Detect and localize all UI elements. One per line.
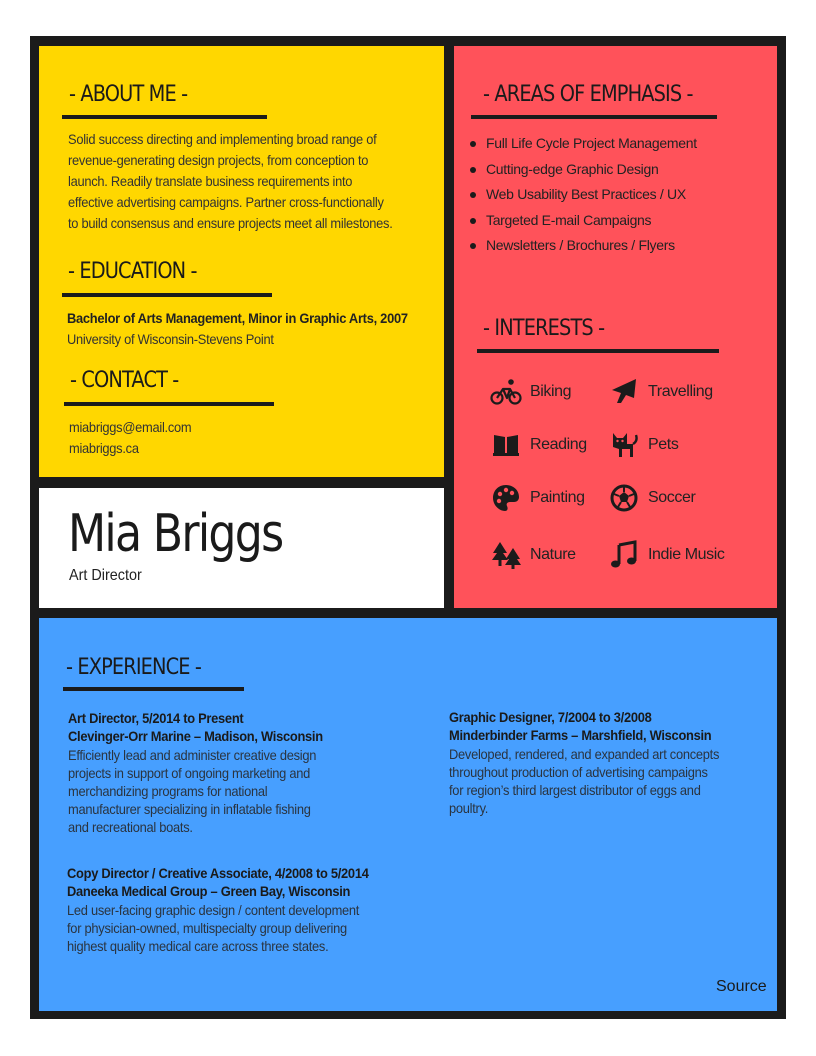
list-item: Newsletters / Brochures / Flyers (470, 233, 697, 259)
job-line: for physician-owned, multispecialty group delivering (67, 920, 347, 936)
airplane-icon (608, 376, 640, 408)
job-line: Led user-facing graphic design / content development (67, 902, 360, 918)
job-line: for region’s third largest distributor of eggs and (449, 782, 701, 798)
soccer-ball-icon (608, 482, 640, 514)
contact-heading: - CONTACT - (70, 368, 179, 393)
list-item: Cutting-edge Graphic Design (470, 157, 697, 183)
job-line: Efficiently lead and administer creative design (68, 747, 317, 763)
experience-rule (63, 687, 244, 691)
about-heading: - ABOUT ME - (69, 82, 188, 107)
about-rule (62, 115, 267, 119)
job-company: Daneeka Medical Group – Green Bay, Wisconsin (67, 883, 351, 899)
education-degree: Bachelor of Arts Management, Minor in Graphic Arts, 2007 (67, 310, 408, 326)
interest-label: Travelling (648, 383, 713, 400)
interest-biking (490, 376, 571, 408)
interest-label: Indie Music (648, 546, 725, 563)
job-line: poultry. (449, 800, 489, 816)
interest-travelling (608, 376, 713, 408)
education-school: University of Wisconsin-Stevens Point (67, 331, 274, 347)
job-line: and recreational boats. (68, 819, 193, 835)
interest-nature (490, 539, 576, 571)
interest-label: Pets (648, 436, 679, 453)
job-line: manufacturer specializing in inflatable fishing (68, 801, 311, 817)
list-item: Full Life Cycle Project Management (470, 131, 697, 157)
job-title: Art Director, 5/2014 to Present (68, 710, 244, 726)
job-title: Copy Director / Creative Associate, 4/2008 to 5/2014 (67, 865, 369, 881)
job-company: Minderbinder Farms – Marshfield, Wisconsin (449, 727, 712, 743)
list-item: Web Usability Best Practices / UX (470, 182, 697, 208)
job-line: merchandizing programs for national (68, 783, 268, 799)
interest-reading (490, 429, 587, 461)
education-heading: - EDUCATION - (68, 259, 197, 284)
interest-label: Biking (530, 383, 572, 400)
profile-name: Mia Briggs (68, 504, 283, 564)
contact-rule (64, 402, 274, 406)
cat-icon (608, 429, 640, 461)
about-line: effective advertising campaigns. Partner cross-functionally (68, 194, 384, 210)
emphasis-heading: - AREAS OF EMPHASIS - (483, 82, 693, 107)
interest-label: Painting (530, 489, 585, 506)
profile-role: Art Director (69, 567, 142, 584)
interest-label: Nature (530, 546, 576, 563)
interest-painting (490, 482, 585, 514)
interests-heading: - INTERESTS - (483, 316, 605, 341)
contact-website[interactable]: miabriggs.ca (69, 440, 139, 456)
about-line: revenue-generating design projects, from conception to (68, 152, 369, 168)
job-line: throughout production of advertising campaigns (449, 764, 708, 780)
interest-label: Soccer (648, 489, 696, 506)
interests-rule (477, 349, 719, 353)
education-rule (62, 293, 272, 297)
trees-icon (490, 539, 522, 571)
about-line: Solid success directing and implementing broad range of (68, 131, 377, 147)
job-title: Graphic Designer, 7/2004 to 3/2008 (449, 709, 652, 725)
emphasis-rule (471, 115, 717, 119)
source-link[interactable]: Source (716, 978, 767, 995)
about-line: to build consensus and ensure projects meet all milestones. (68, 215, 393, 231)
palette-icon (490, 482, 522, 514)
job-line: highest quality medical care across three states. (67, 938, 329, 954)
interest-indie-music (608, 539, 725, 571)
bicycle-icon (490, 376, 522, 408)
music-note-icon (608, 539, 640, 571)
experience-heading: - EXPERIENCE - (66, 655, 201, 680)
list-item: Targeted E-mail Campaigns (470, 208, 697, 234)
contact-email[interactable]: miabriggs@email.com (69, 419, 192, 435)
job-line: projects in support of ongoing marketing and (68, 765, 311, 781)
interest-soccer (608, 482, 695, 514)
job-line: Developed, rendered, and expanded art concepts (449, 746, 720, 762)
interest-label: Reading (530, 436, 587, 453)
emphasis-list (470, 131, 697, 259)
job-company: Clevinger-Orr Marine – Madison, Wisconsin (68, 728, 323, 744)
interest-pets (608, 429, 678, 461)
book-icon (490, 429, 522, 461)
about-line: launch. Readily translate business requirements into (68, 173, 353, 189)
